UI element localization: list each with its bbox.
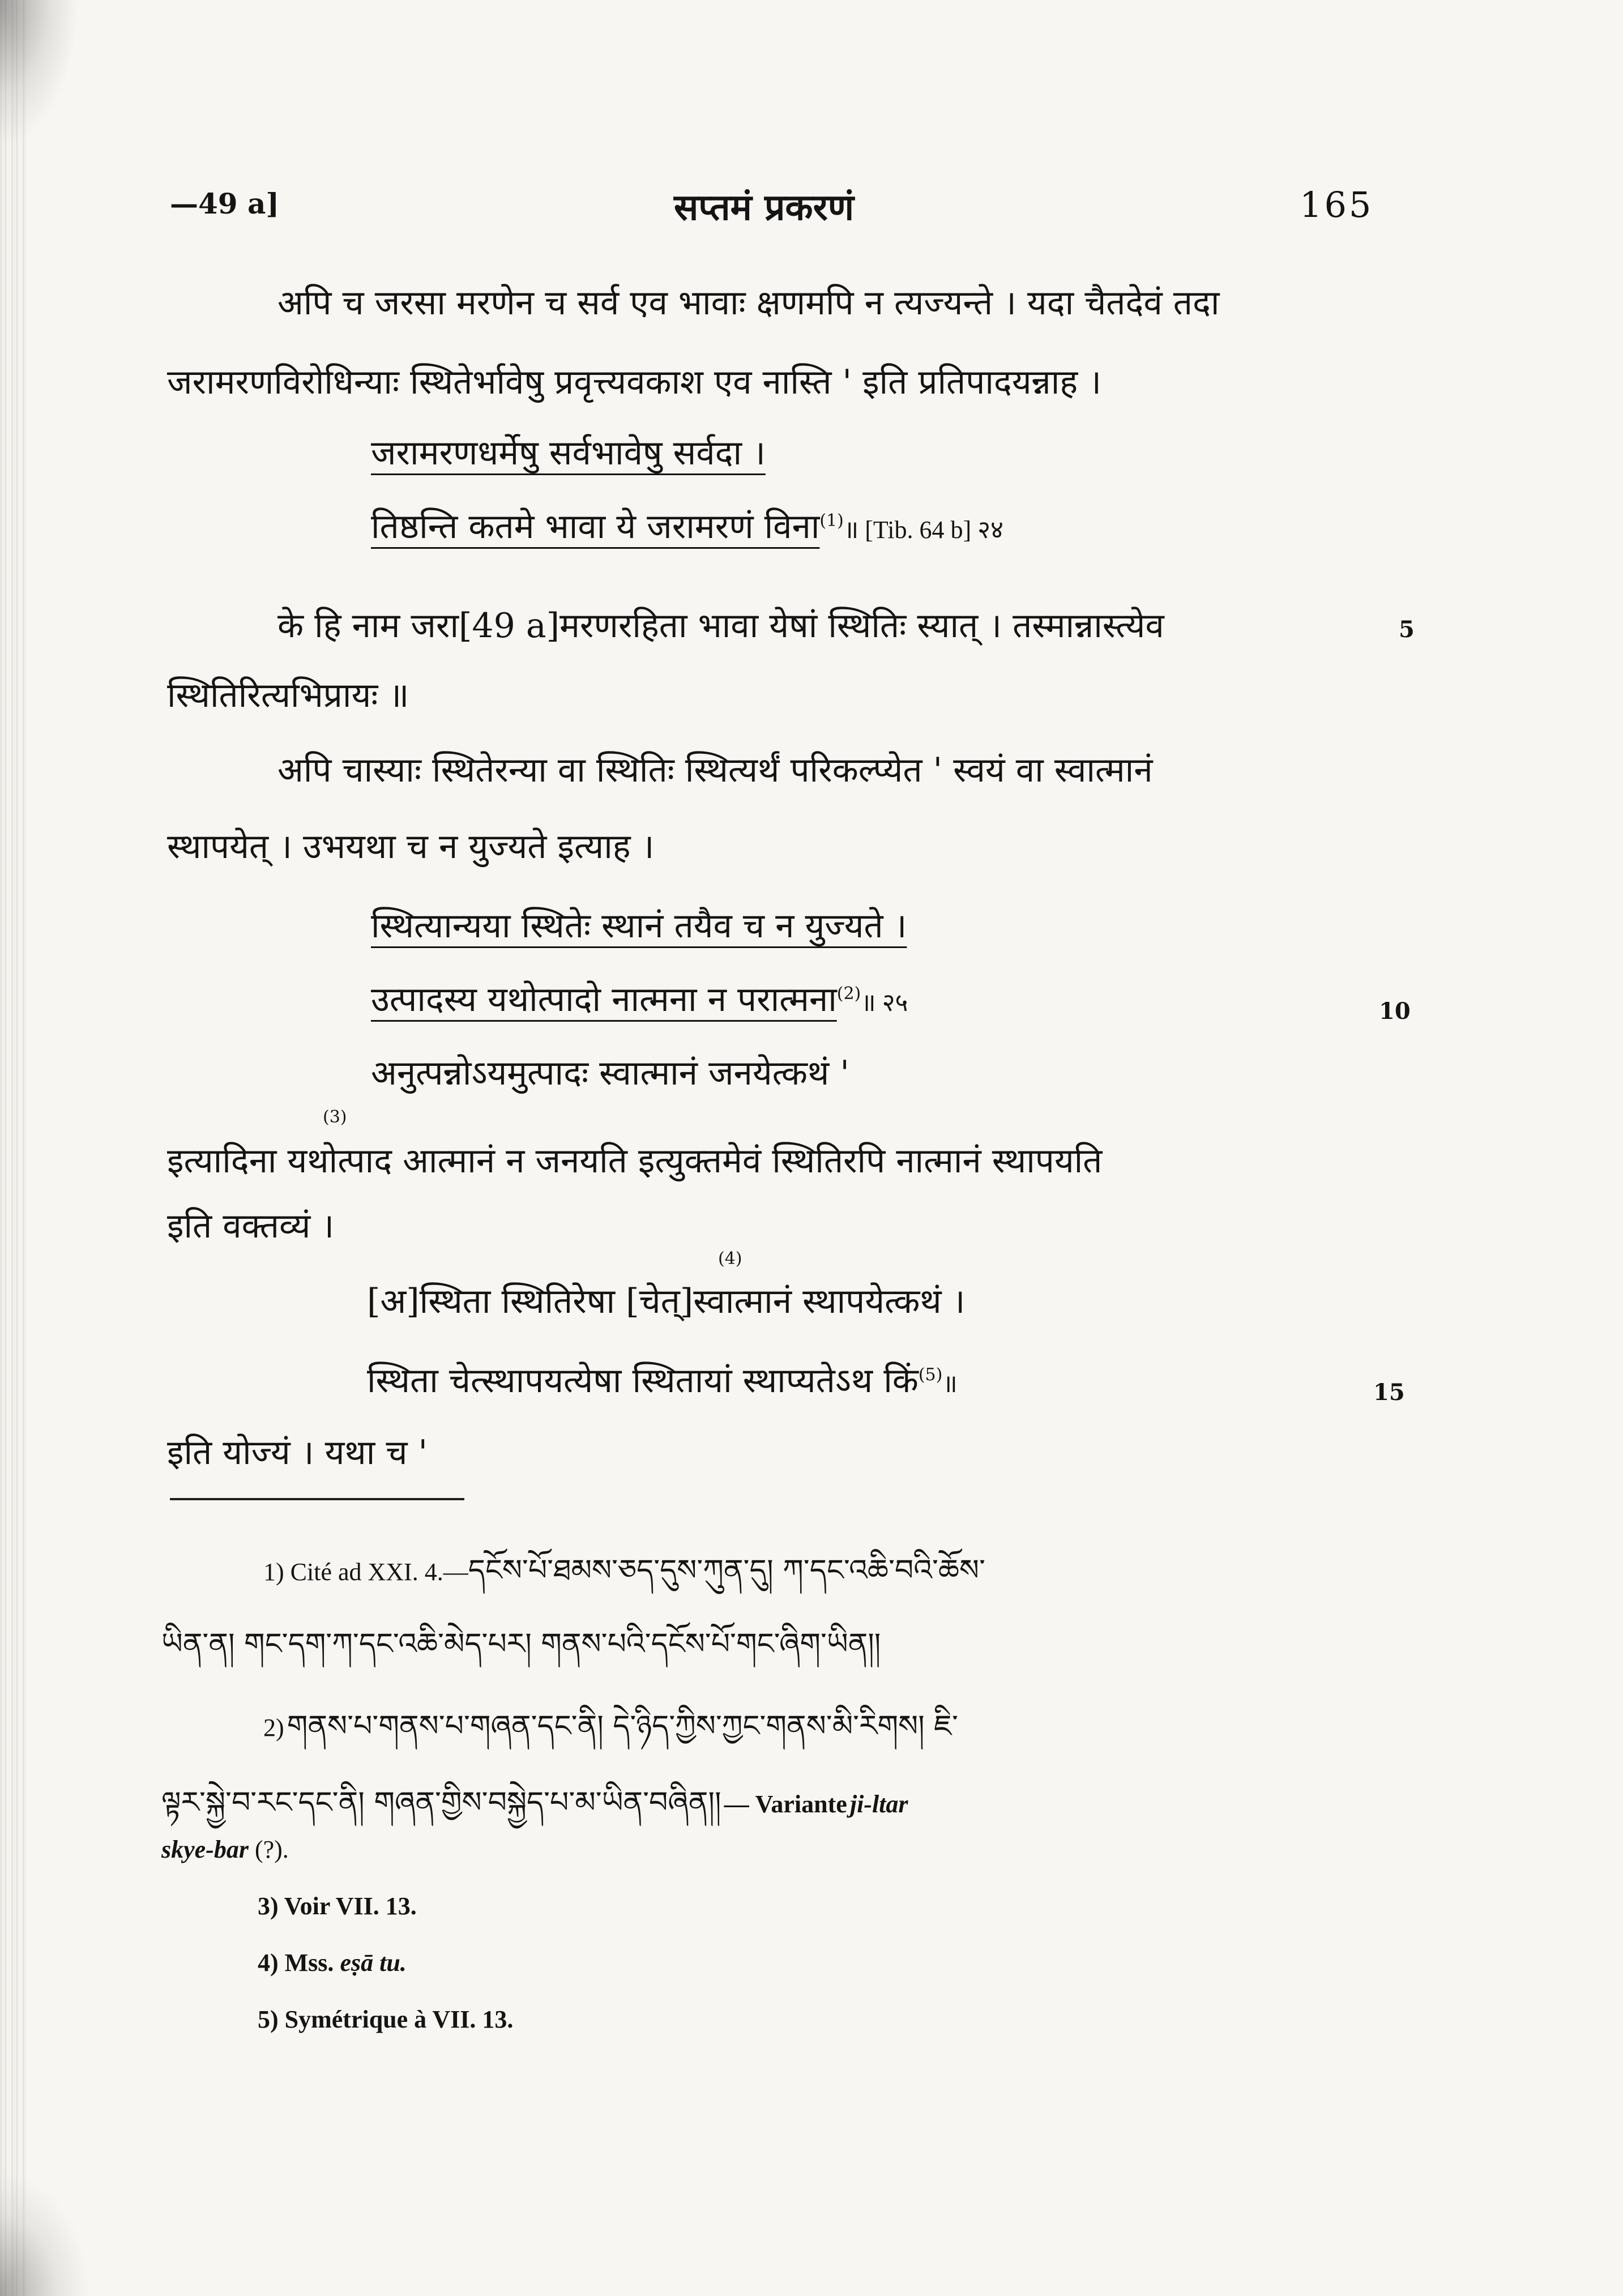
footnote-mark-2: (2) xyxy=(836,984,861,1004)
chapter-title: सप्तमं प्रकरणं xyxy=(674,186,855,229)
footnote-3: 3) Voir VII. 13. xyxy=(258,1892,417,1920)
footnote-mark-4: (4) xyxy=(718,1249,742,1269)
footnote-mark-1: (1) xyxy=(819,511,844,531)
line-number-10: 10 xyxy=(1379,998,1411,1025)
footnote-5: 5) Symétrique à VII. 13. xyxy=(258,2005,514,2033)
footnote-1-tibetan-b: ཡིན་ན། གང་དག་ཀ་དང་འཆི་མེད་པར། གནས་པའི་དངོས་པོ་གང་ཞིག་ཡིན།། xyxy=(161,1627,881,1661)
footnote-4-reading: eṣā tu. xyxy=(340,1949,407,1977)
body-line-5: के हि नाम जरा[49 a]मरणरहिता भावा येषां स्थितिः स्यात् । तस्मान्नास्त्येव xyxy=(277,606,1164,646)
footnote-rule xyxy=(170,1498,464,1500)
body-line-7: अपि चास्याः स्थितेरन्या वा स्थितिः स्थित्यर्थं परिकल्प्येत ' स्वयं वा स्वात्मानं xyxy=(277,750,1153,790)
running-head-left: —49 a] xyxy=(170,187,280,220)
scan-shadow-bottom xyxy=(0,2171,91,2296)
footnote-1-line-1 xyxy=(263,1538,985,1620)
quote-line: अनुत्पन्नोऽयमुत्पादः स्वात्मानं जनयेत्कथं ' xyxy=(371,1053,849,1093)
scan-shadow-top xyxy=(0,0,79,147)
body-line-13: इति वक्तव्यं । xyxy=(167,1206,335,1246)
body-line-16: इति योज्यं । यथा च ' xyxy=(167,1433,428,1473)
footnote-2-variant-label: — Variante xyxy=(724,1790,847,1818)
footnote-1-label: 1) Cité ad XXI. 4.— xyxy=(263,1558,468,1586)
footnote-2-label: 2) xyxy=(263,1714,284,1742)
verse-24-line-2 xyxy=(371,507,1003,547)
footnote-2-line-1 xyxy=(263,1693,958,1776)
page-number: 165 xyxy=(1300,184,1374,225)
body-line-6: स्थितिरित्यभिप्रायः ॥ xyxy=(167,676,409,715)
body-line-1: अपि च जरसा मरणेन च सर्व एव भावाः क्षणमपि न त्यज्यन्ते । यदा चैतदेवं तदा xyxy=(277,283,1220,323)
footnote-1-tibetan-a: དངོས་པོ་ཐམས་ཅད་དུས་ཀུན་དུ། ཀ་དང་འཆི་བའི་ཆོས་ xyxy=(468,1554,985,1587)
scan-edge xyxy=(0,0,26,2296)
footnote-4 xyxy=(258,1948,407,1977)
footnote-2-tibetan-a: གནས་པ་གནས་པ་གཞན་དང་ནི། དེ་ཉིད་ཀྱིས་ཀྱང་གནས་མི་རིགས། ཇི་ xyxy=(287,1709,958,1743)
footnote-2-tibetan-b: ལྟར་སྐྱེ་བ་རང་དང་ནི། གཞན་གྱིས་བསྐྱེད་པ་མ་ཡིན་བཞིན།། xyxy=(161,1786,721,1820)
verse-26-end: ॥ xyxy=(942,1370,958,1398)
verse-26-line-2 xyxy=(367,1361,958,1401)
footnote-mark-5: (5) xyxy=(918,1365,943,1385)
verse-24-end: ॥ [Tib. 64 b] २४ xyxy=(843,516,1003,544)
verse-26-line-1: [अ]स्थिता स्थितिरेषा [चेत्]स्वात्मानं स्थापयेत्कथं । xyxy=(367,1282,966,1321)
verse-25-text: उत्पादस्य यथोत्पादो नात्मना न परात्मना xyxy=(371,980,837,1019)
verse-26-text: स्थिता चेत्स्थापयत्येषा स्थितायां स्थाप्यतेऽथ किं xyxy=(367,1361,919,1401)
verse-25-line-1: स्थित्यान्यया स्थितेः स्थानं तयैव च न युज्यते । xyxy=(371,906,907,946)
footnote-2-line-3 xyxy=(161,1835,289,1864)
footnote-2-variant-term: ji-ltar xyxy=(849,1790,908,1818)
footnote-4-label: 4) Mss. xyxy=(258,1949,334,1977)
verse-25-end: ॥ २५ xyxy=(861,989,908,1017)
body-line-2: जरामरणविरोधिन्याः स्थितेर्भावेषु प्रवृत्त्यवकाश एव नास्ति ' इति प्रतिपादयन्नाह । xyxy=(167,362,1101,402)
body-line-12: इत्यादिना यथोत्पाद आत्मानं न जनयति इत्युक्तमेवं स्थितिरपि नात्मानं स्थापयति xyxy=(167,1141,1103,1181)
body-line-8: स्थापयेत् । उभयथा च न युज्यते इत्याह । xyxy=(167,827,655,867)
verse-24-text: तिष्ठन्ति कतमे भावा ये जरामरणं विना xyxy=(371,507,820,547)
verse-25-line-2 xyxy=(371,980,908,1019)
footnote-2-variant-term-2: skye-bar xyxy=(161,1836,249,1863)
footnote-mark-3: (3) xyxy=(323,1107,347,1127)
footnote-2-query: (?). xyxy=(254,1836,289,1863)
verse-24-line-1: जरामरणधर्मेषु सर्वभावेषु सर्वदा । xyxy=(371,433,766,473)
line-number-5: 5 xyxy=(1399,616,1415,643)
line-number-15: 15 xyxy=(1373,1379,1405,1406)
